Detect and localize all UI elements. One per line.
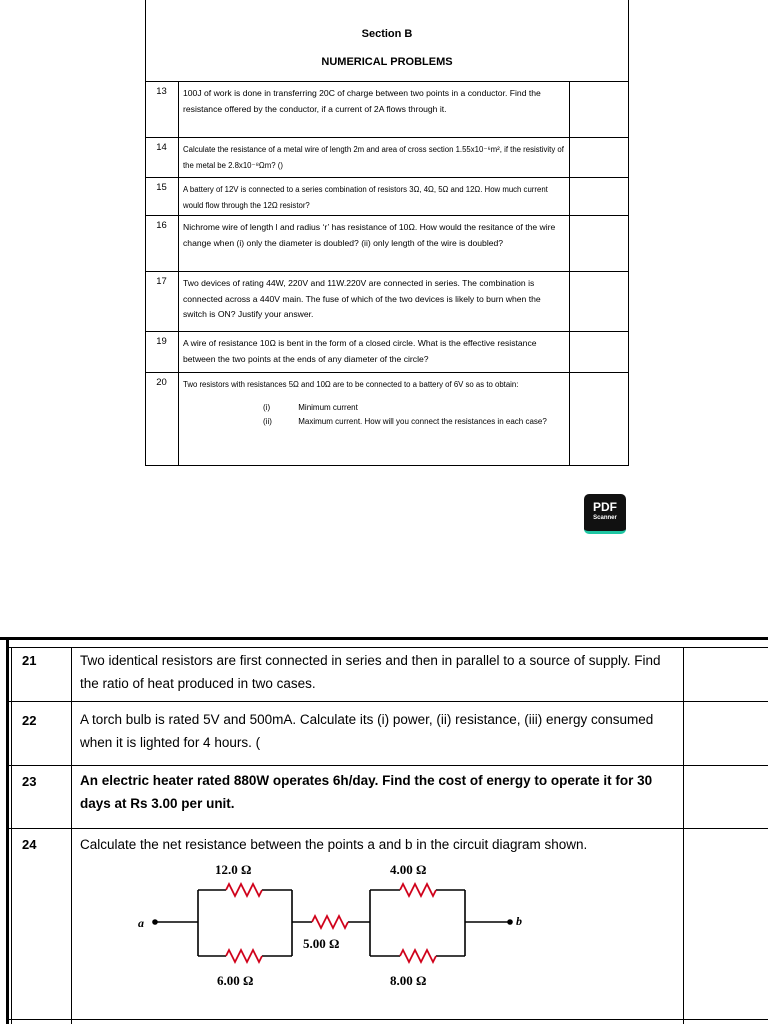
resistor-5-label: 5.00 Ω — [303, 936, 340, 951]
question-number: 20 — [156, 377, 167, 388]
resistor-8-ohm — [400, 950, 436, 962]
sub-question-text: Minimum current — [298, 402, 358, 412]
sub-question-label: (i) — [263, 402, 271, 412]
question-number: 14 — [156, 142, 167, 153]
circuit-diagram — [120, 852, 540, 992]
question-text: An electric heater rated 880W operates 6h/day. Find the cost of energy to operate it for 30 days at Rs 3.00 per unit. — [80, 773, 653, 811]
column-divider — [71, 647, 72, 1024]
question-text: Two resistors with resistances 5Ω and 10Ω are to be connected to a battery of 6V so as to obtain: — [183, 380, 519, 389]
question-text: Calculate the resistance of a metal wire of length 2m and area of cross section 1.55x10⁻⁶m², if the resistivity of the metal be 2.8x10⁻⁸Ωm? () — [178, 138, 570, 177]
question-number: 13 — [156, 86, 167, 97]
question-text: Two devices of rating 44W, 220V and 11W.220V are connected in series. The combination is connected across a 440V main. The fuse of which of the two devices is likely to burn when the switch is ON? Justify your answer. — [178, 272, 570, 331]
question-text: A battery of 12V is connected to a series combination of resistors 3Ω, 4Ω, 5Ω and 12Ω. How much current would flow through the 12Ω resistor? — [178, 178, 570, 215]
question-text: A wire of resistance 10Ω is bent in the form of a closed circle. What is the effective resistance between the two points at the ends of any diameter of the circle? — [178, 332, 570, 372]
logo-text: PDF — [593, 500, 617, 514]
inner-left-border — [11, 647, 12, 1024]
row-divider — [8, 1019, 768, 1020]
question-text: 100J of work is done in transferring 20C of charge between two points in a conductor. Find the resistance offered by the conductor, if a current of 2A flows through it. — [178, 82, 570, 137]
terminal-b-dot — [507, 919, 513, 925]
question-row — [145, 177, 629, 215]
resistor-12-ohm — [226, 884, 262, 896]
sub-question-label: (ii) — [263, 416, 272, 426]
question-number: 21 — [22, 653, 37, 668]
question-row — [145, 331, 629, 372]
pdf-scanner-logo — [584, 494, 626, 534]
section-subtitle: NUMERICAL PROBLEMS — [321, 56, 453, 68]
resistor-4-label: 4.00 Ω — [390, 862, 427, 877]
question-row — [145, 81, 629, 137]
question-text: Two identical resistors are first connected in series and then in parallel to a source of supply. Find the ratio of heat produced in two cases. — [80, 653, 661, 691]
row-divider — [8, 701, 768, 702]
section-b-table — [145, 0, 629, 466]
resistor-5-ohm — [312, 916, 348, 928]
question-number: 17 — [156, 276, 167, 287]
terminal-a-label: a — [138, 916, 144, 930]
resistor-4-ohm — [400, 884, 436, 896]
question-text: A torch bulb is rated 5V and 500mA. Calculate its (i) power, (ii) resistance, (iii) energy consumed when it is lighted for 4 hours. ( — [80, 712, 654, 750]
question-number: 23 — [22, 774, 37, 789]
resistor-6-label: 6.00 Ω — [217, 973, 254, 988]
sub-question — [263, 415, 565, 429]
question-cell — [178, 373, 570, 466]
resistor-12-label: 12.0 Ω — [215, 862, 252, 877]
logo-subtext: Scanner — [593, 515, 617, 521]
sub-question-list — [263, 401, 565, 429]
terminal-a-dot — [152, 919, 158, 925]
terminal-b-label: b — [516, 914, 522, 928]
row-divider — [8, 647, 768, 648]
question-number: 22 — [22, 713, 37, 728]
question-number: 15 — [156, 182, 167, 193]
column-divider — [683, 647, 684, 1024]
top-border — [0, 637, 768, 640]
question-number: 16 — [156, 220, 167, 231]
sub-question — [263, 401, 565, 415]
section-title: Section B — [361, 28, 413, 40]
row-divider — [8, 828, 768, 829]
sub-question-text: Maximum current. How will you connect the resistances in each case? — [298, 416, 547, 426]
left-border — [6, 637, 9, 1024]
question-number: 19 — [156, 336, 167, 347]
question-text: Calculate the net resistance between the points a and b in the circuit diagram shown. — [80, 837, 588, 852]
question-row — [145, 372, 629, 466]
question-text: Nichrome wire of length l and radius ‘r’ has resistance of 10Ω. How would the resitance of the wire change when (i) only the diameter is doubled? (ii) only length of the wire is doubled? — [178, 216, 570, 271]
question-number: 24 — [22, 837, 37, 852]
question-row — [145, 215, 629, 271]
question-row — [145, 137, 629, 177]
resistor-8-label: 8.00 Ω — [390, 973, 427, 988]
question-row — [145, 271, 629, 331]
resistor-6-ohm — [226, 950, 262, 962]
row-divider — [8, 765, 768, 766]
